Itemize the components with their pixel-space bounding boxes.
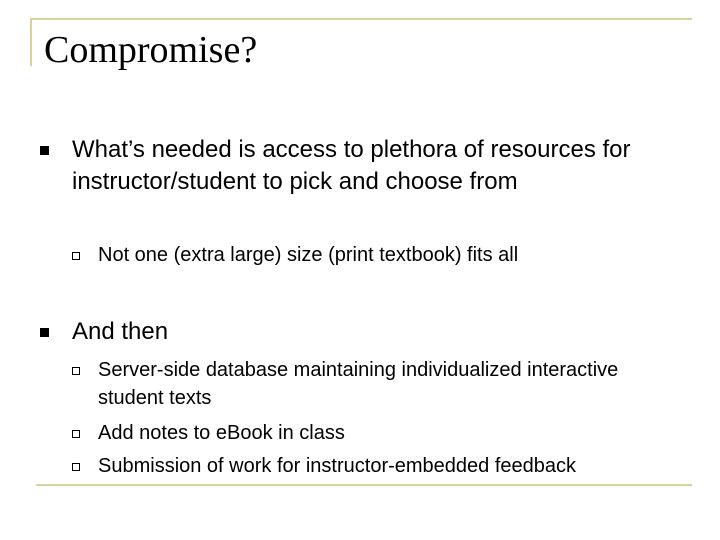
bullet-text: And then <box>72 318 169 345</box>
sub-bullet-text: Server-side database maintaining individualized interactive student texts <box>98 359 619 409</box>
sub-bullet-text: Not one (extra large) size (print textbook) fits all <box>98 244 519 266</box>
square-bullet-icon <box>40 328 49 337</box>
slide-title: Compromise? <box>44 29 258 71</box>
sub-bullet-text: Submission of work for instructor-embedded feedback <box>98 455 577 477</box>
hollow-square-bullet-icon <box>72 252 80 260</box>
bullet-text: What’s needed is access to plethora of resources for instructor/student to pick and choose from <box>72 136 631 195</box>
hollow-square-bullet-icon <box>72 463 80 471</box>
square-bullet-icon <box>40 146 49 155</box>
sub-bullet-text: Add notes to eBook in class <box>98 422 345 444</box>
hollow-square-bullet-icon <box>72 430 80 438</box>
hollow-square-bullet-icon <box>72 367 80 375</box>
